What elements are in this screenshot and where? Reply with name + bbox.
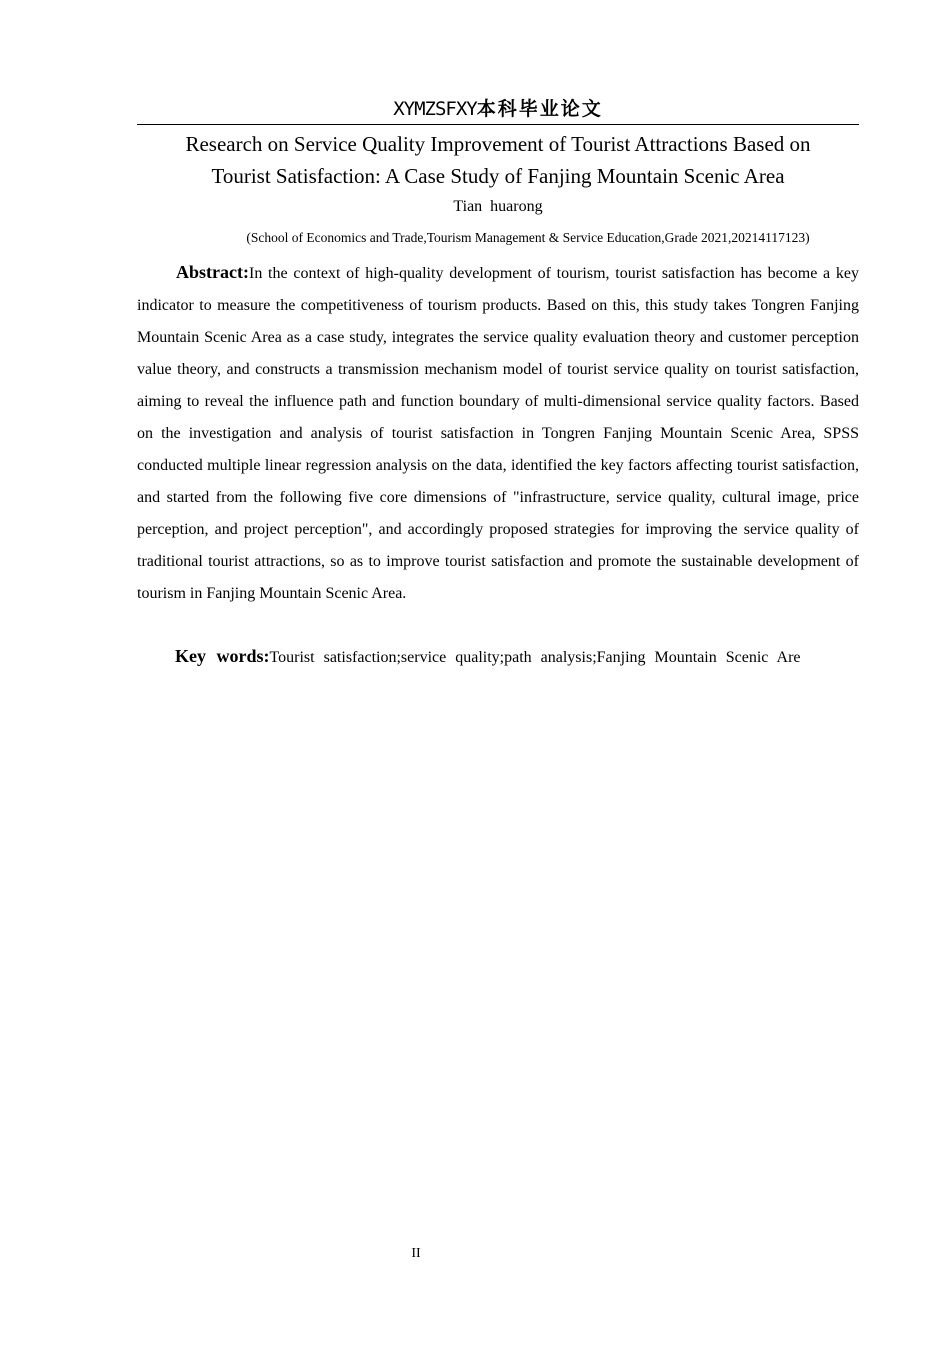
author-affiliation: (School of Economics and Trade,Tourism Management & Service Education,Grade 2021,20214117123) (246, 230, 810, 245)
page-number: II (411, 1246, 421, 1261)
header-school-code: XYMZSFXY (393, 98, 477, 120)
abstract-label: Abstract: (176, 262, 249, 282)
paper-title (137, 128, 859, 192)
paper-title-line-2: Tourist Satisfaction: A Case Study of Fanjing Mountain Scenic Area (211, 164, 785, 188)
author-name: Tian huarong (453, 198, 543, 215)
keywords-text: Tourist satisfaction;service quality;path analysis;Fanjing Mountain Scenic Are (269, 649, 801, 666)
page-header (137, 93, 859, 125)
abstract-text: In the context of high-quality development of tourism, tourist satisfaction has become a key indicator to measure the competitiveness of tourism products. Based on this, this study takes Tongren Fanjing Mountain Scenic Area as a case study, integrates the service quality evaluation theory and customer perception value theory, and constructs a transmission mechanism model of tourist service quality on tourist satisfaction, aiming to reveal the influence path and function boundary of multi-dimensional service quality factors. Based on the investigation and analysis of tourist satisfaction in Tongren Fanjing Mountain Scenic Area, SPSS conducted multiple linear regression analysis on the data, identified the key factors affecting tourist satisfaction, and started from the following five core dimensions of "infrastructure, service quality, cultural image, price perception, and project perception", and accordingly proposed strategies for improving the service quality of traditional tourist attractions, so as to improve tourist satisfaction and promote the sustainable development of tourism in Fanjing Mountain Scenic Area. (137, 265, 859, 602)
abstract-paragraph (137, 256, 859, 610)
header-thesis-label: 本科毕业论文 (476, 98, 603, 120)
paper-title-line-1: Research on Service Quality Improvement of Tourist Attractions Based on (185, 132, 811, 156)
keywords-paragraph (137, 640, 859, 674)
keywords-label: Key words: (175, 646, 270, 666)
